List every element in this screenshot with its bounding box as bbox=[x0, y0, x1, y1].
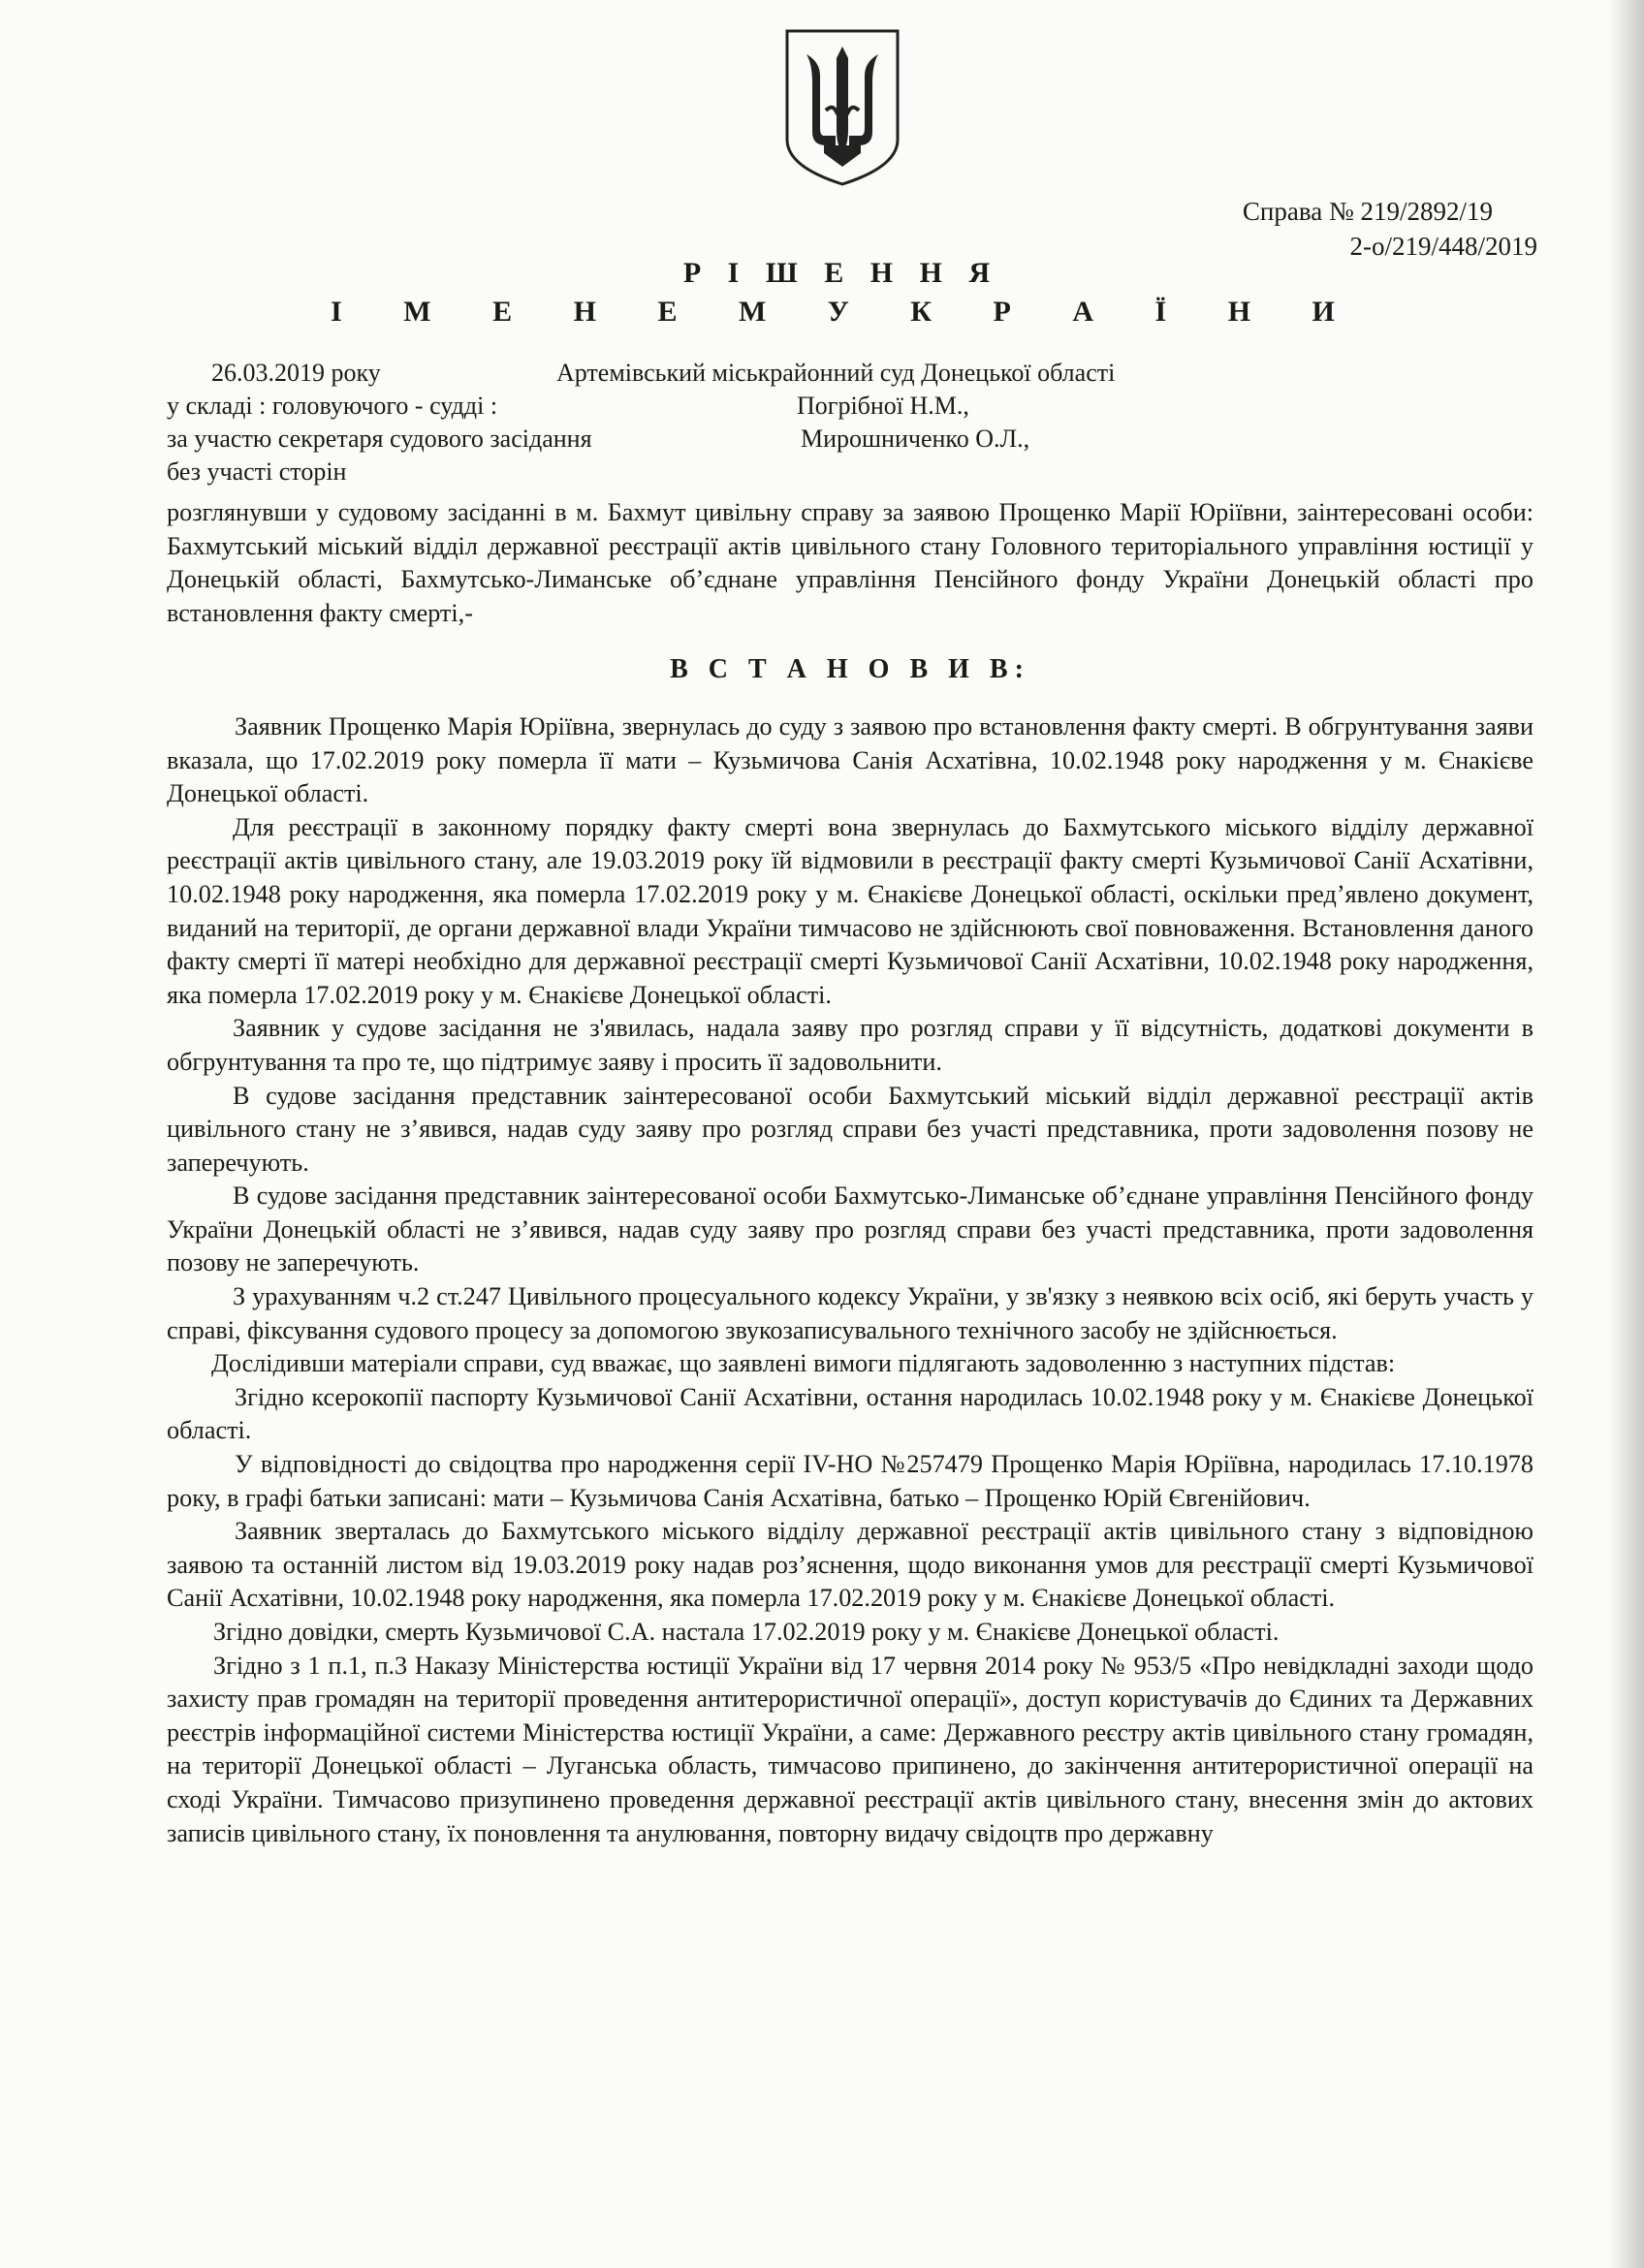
ukraine-coat-of-arms-icon bbox=[781, 25, 903, 188]
case-number-line-2: 2-о/219/448/2019 bbox=[1349, 232, 1537, 261]
decision-date: 26.03.2019 року bbox=[211, 359, 381, 387]
body-paragraph: Згідно довідки, смерть Кузьмичової С.А. настала 17.02.2019 року у м. Єнакієве Донецької області. bbox=[213, 1618, 1280, 1646]
established-heading: В С Т А Н О В И В: bbox=[670, 654, 1030, 685]
secretary-name: Мирошниченко О.Л., bbox=[801, 425, 1030, 453]
body-paragraph: Дослідивши матеріали справи, суд вважає, що заявлені вимоги підлягають задоволенню з наступних підстав: bbox=[211, 1349, 1396, 1378]
judge-name: Погрібної Н.М., bbox=[797, 392, 969, 420]
body-paragraph: З урахуванням ч.2 ст.247 Цивільного процесуального кодексу України, у зв'язку з неявкою всіх осіб, які беруть участь у справі, фіксування судового процесу за допомогою звукозаписувального технічного засобу не здійснюється. bbox=[167, 1282, 1533, 1344]
decision-title-line-1: Р І Ш Е Н Н Я bbox=[682, 257, 1000, 289]
secretary-label: за участю секретаря судового засідання bbox=[167, 425, 592, 453]
body-paragraph: В судове засідання представник заінтересованої особи Бахмутсько-Лиманське об’єднане управління Пенсійного фонду України Донецькій області не з’явився, надав суду заяву про розгляд справи без участі представника, проти задоволення позову не заперечують. bbox=[167, 1181, 1533, 1277]
decision-title-line-2: І М Е Н Е М У К Р А Ї Н И bbox=[331, 296, 1343, 328]
body-paragraph: Заявник у судове засідання не з'явилась, надала заяву про розгляд справи у її відсутність, додаткові документи в обгрунтування та про те, що підтримує заяву і просить її задовольнити. bbox=[167, 1014, 1533, 1076]
case-number-line-1: Справа № 219/2892/19 bbox=[1242, 197, 1493, 226]
body-paragraph: Заявник зверталась до Бахмутського міського відділу державної реєстрації актів цивільного стану з відповідною заявою та останній листом від 19.03.2019 року надав роз’яснення, щодо виконання умов для реєстрації смерті Кузьмичової Санії Асхатівни, 10.02.1948 року народження, яка померла 17.02.2019 року у м. Єнакієве Донецької області. bbox=[167, 1517, 1533, 1613]
parties-note: без участі сторін bbox=[167, 457, 347, 486]
body-paragraph: В судове засідання представник заінтересованої особи Бахмутський міський відділ державної реєстрації актів цивільного стану не з’явився, надав суду заяву про розгляд справи без участі представника, проти задоволення позову не заперечують. bbox=[167, 1081, 1533, 1177]
intro-paragraph: розглянувши у судовому засіданні в м. Бахмут цивільну справу за заявою Прощенко Марії Юріївни, заінтересовані особи: Бахмутський міський відділ державної реєстрації актів цивільного стану Головного територіального управління юстиції у Донецькій області, Бахмутсько-Лиманське об’єднане управління Пенсійного фонду України Донецькій області про встановлення факту смерті,- bbox=[167, 498, 1533, 627]
body-paragraph: Згідно ксерокопії паспорту Кузьмичової Санії Асхатівни, остання народилась 10.02.1948 року у м. Єнакієве Донецької області. bbox=[167, 1382, 1533, 1445]
decision-body bbox=[167, 496, 1533, 1850]
scan-shadow-edge bbox=[1609, 0, 1644, 2268]
decision-title bbox=[0, 254, 1644, 331]
body-paragraph: Згідно з 1 п.1, п.3 Наказу Міністерства юстиції України від 17 червня 2014 року № 953/5 «Про невідкладні заходи щодо захисту прав громадян на території проведення антитерористичної операції», доступ користувачів до Єдиних та Державних реєстрів інформаційної системи Міністерства юстиції України, а саме: Державного реєстру актів цивільного стану громадян, на території Донецької області – Луганська область, тимчасово припинено, до закінчення антитерористичної операції на сході України. Тимчасово призупинено проведення державної реєстрації актів цивільного стану, внесення змін до актових записів цивільного стану, їх поновлення та анулювання, повторну видачу свідоцтв про державну bbox=[167, 1651, 1533, 1847]
court-name: Артемівський міськрайонний суд Донецької області bbox=[556, 359, 1116, 387]
composition-label: у складі : головуючого - судді : bbox=[167, 392, 498, 420]
body-paragraph: У відповідності до свідоцтва про народження серії IV-НО №257479 Прощенко Марія Юріївна, народилась 17.10.1978 року, в графі батьки записані: мати – Кузьмичова Санія Асхатівна, батько – Прощенко Юрій Євгенійович. bbox=[167, 1450, 1533, 1512]
body-paragraph: Заявник Прощенко Марія Юріївна, звернулась до суду з заявою про встановлення факту смерті. В обгрунтування заяви вказала, що 17.02.2019 року померла її мати – Кузьмичова Санія Асхатівна, 10.02.1948 року народження у м. Єнакієве Донецької області. bbox=[167, 711, 1533, 808]
body-paragraph: Для реєстрації в законному порядку факту смерті вона звернулась до Бахмутського міського відділу державної реєстрації актів цивільного стану, але 19.03.2019 року їй відмовили в реєстрації факту смерті Кузьмичової Санії Асхатівни, 10.02.1948 року народження, яка померла 17.02.2019 року у м. Єнакієве Донецької області, оскільки пред’явлено документ, виданий на території, де органи державної влади України тимчасово не здійснюють свої повноваження. Встановлення даного факту смерті її матері необхідно для державної реєстрації смерті Кузьмичової Санії Асхатівни, 10.02.1948 року народження, яка померла 17.02.2019 року у м. Єнакієве Донецької області. bbox=[167, 812, 1533, 1009]
